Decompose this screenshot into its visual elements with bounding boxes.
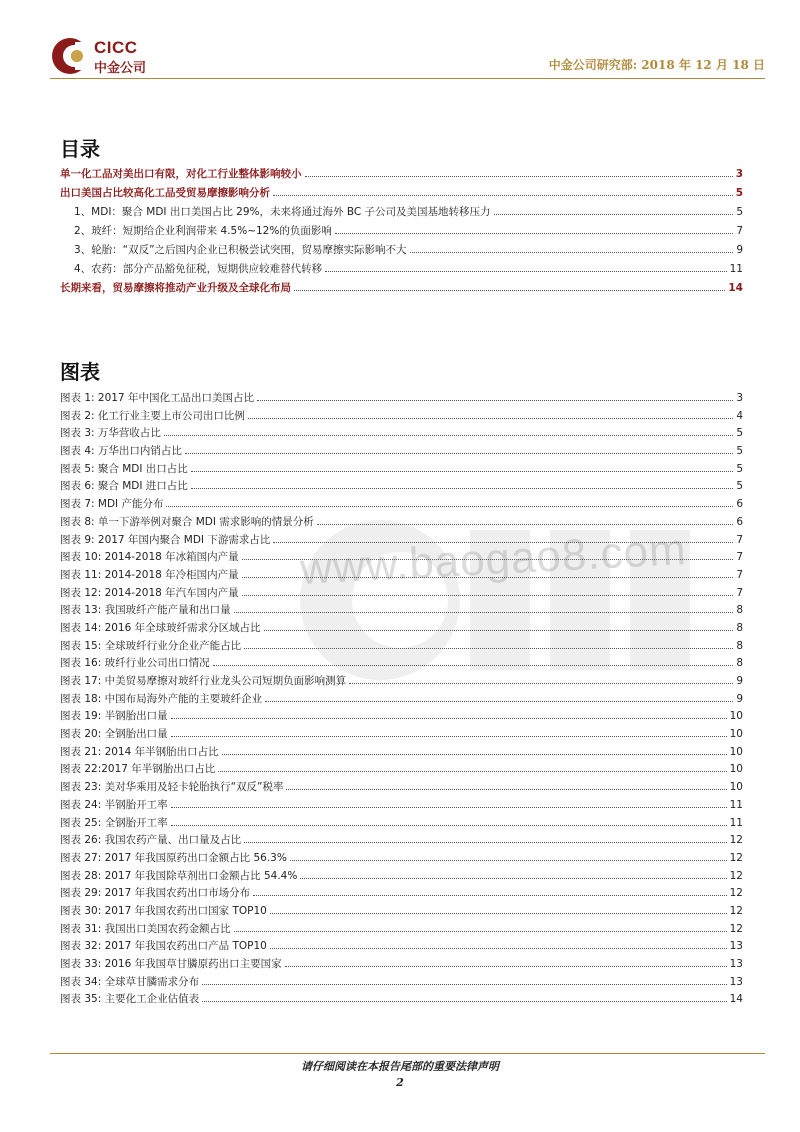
toc-entry-title: 出口美国占比较高化工品受贸易摩擦影响分析 bbox=[60, 187, 270, 199]
figure-entry-page: 10 bbox=[729, 710, 743, 723]
figure-entry[interactable] bbox=[60, 638, 743, 656]
figure-entry-title: 图表 20: 全钢胎出口量 bbox=[60, 728, 168, 741]
figure-entry[interactable] bbox=[60, 779, 743, 797]
dot-leader bbox=[222, 745, 727, 755]
figure-entry[interactable] bbox=[60, 408, 743, 426]
dot-leader bbox=[248, 409, 733, 419]
logo-text-cn: 中金公司 bbox=[94, 61, 147, 76]
figure-entry-title: 图表 34: 全球草甘膦需求分布 bbox=[60, 975, 200, 988]
figure-entry-title: 图表 2: 化工行业主要上市公司出口比例 bbox=[60, 409, 245, 422]
dot-leader bbox=[270, 939, 727, 949]
figure-entry[interactable] bbox=[60, 478, 743, 496]
figure-entry-title: 图表 14: 2016 年全球玻纤需求分区域占比 bbox=[60, 621, 261, 634]
toc-entry[interactable] bbox=[60, 223, 743, 242]
dot-leader bbox=[191, 462, 734, 472]
figure-entry[interactable] bbox=[60, 903, 743, 921]
toc-entry-page: 11 bbox=[729, 263, 743, 275]
toc-entry-page: 5 bbox=[735, 187, 743, 199]
toc-entry-title: 2、玻纤：短期给企业利润带来 4.5%~12%的负面影响 bbox=[74, 225, 332, 237]
figure-entry-page: 5 bbox=[736, 427, 743, 440]
figure-entry[interactable] bbox=[60, 390, 743, 408]
figure-entry-title: 图表 32: 2017 年我国农药出口产品 TOP10 bbox=[60, 940, 267, 953]
figure-entry-page: 14 bbox=[729, 993, 743, 1006]
figure-entry-title: 图表 13: 我国玻纤产能产量和出口量 bbox=[60, 604, 231, 617]
dot-leader bbox=[185, 444, 733, 454]
dot-leader bbox=[264, 621, 734, 631]
figure-entry-page: 6 bbox=[736, 515, 743, 528]
figure-entry-title: 图表 10: 2014-2018 年冰箱国内产量 bbox=[60, 551, 239, 564]
toc-entry[interactable] bbox=[60, 204, 743, 223]
figure-entry[interactable] bbox=[60, 532, 743, 550]
dot-leader bbox=[242, 568, 734, 578]
toc-entry[interactable] bbox=[60, 261, 743, 280]
figure-entry-page: 12 bbox=[729, 887, 743, 900]
legal-notice: 请仔细阅读在本报告尾部的重要法律声明 bbox=[301, 1060, 499, 1073]
figure-entry-title: 图表 6: 聚合 MDI 进口占比 bbox=[60, 480, 188, 493]
figure-entry-page: 7 bbox=[736, 533, 743, 546]
figure-entry-title: 图表 23: 美对华乘用及轻卡轮胎执行“双反”税率 bbox=[60, 781, 284, 794]
dot-leader bbox=[305, 167, 733, 177]
figure-entry-page: 10 bbox=[729, 728, 743, 741]
dot-leader bbox=[317, 515, 734, 525]
dot-leader bbox=[294, 281, 725, 291]
toc-entry-page: 5 bbox=[736, 206, 743, 218]
figure-entry[interactable] bbox=[60, 885, 743, 903]
toc-entry-title: 单一化工品对美出口有限，对化工行业整体影响较小 bbox=[60, 168, 302, 180]
dot-leader bbox=[273, 186, 733, 196]
dot-leader bbox=[202, 992, 727, 1002]
figure-entry[interactable] bbox=[60, 868, 743, 886]
dot-leader bbox=[191, 479, 734, 489]
figure-entry-title: 图表 29: 2017 年我国农药出口市场分布 bbox=[60, 887, 251, 900]
dot-leader bbox=[171, 709, 727, 719]
dot-leader bbox=[164, 426, 733, 436]
figure-entry-title: 图表 25: 全钢胎开工率 bbox=[60, 816, 168, 829]
figure-entry[interactable] bbox=[60, 938, 743, 956]
figure-entry-page: 10 bbox=[729, 781, 743, 794]
figure-entry-title: 图表 5: 聚合 MDI 出口占比 bbox=[60, 462, 188, 475]
figure-list bbox=[60, 390, 743, 1009]
figure-entry-page: 7 bbox=[736, 586, 743, 599]
figure-entry[interactable] bbox=[60, 673, 743, 691]
figure-entry[interactable] bbox=[60, 602, 743, 620]
toc-entry[interactable] bbox=[60, 185, 743, 204]
footer-divider bbox=[50, 1053, 765, 1054]
toc-entry-title: 长期来看，贸易摩擦将推动产业升级及全球化布局 bbox=[60, 282, 291, 294]
figure-entry-title: 图表 17: 中美贸易摩擦对玻纤行业龙头公司短期负面影响测算 bbox=[60, 675, 347, 687]
figure-entry-page: 12 bbox=[729, 851, 743, 864]
dot-leader bbox=[171, 727, 727, 737]
figure-entry-page: 5 bbox=[736, 445, 743, 458]
figure-entry-title: 图表 30: 2017 年我国农药出口国家 TOP10 bbox=[60, 904, 267, 917]
figure-entry-title: 图表 16: 玻纤行业公司出口情况 bbox=[60, 657, 210, 670]
toc-entry-page: 14 bbox=[728, 282, 743, 294]
figure-entry-title: 图表 15: 全球玻纤行业分企业产能占比 bbox=[60, 639, 242, 652]
figure-entry-title: 图表 19: 半钢胎出口量 bbox=[60, 710, 168, 723]
figure-entry-title: 图表 4: 万华出口内销占比 bbox=[60, 445, 182, 458]
figure-entry-title: 图表 33: 2016 年我国草甘膦原药出口主要国家 bbox=[60, 958, 282, 970]
figure-entry[interactable] bbox=[60, 726, 743, 744]
dot-leader bbox=[286, 780, 726, 790]
toc-entry-page: 3 bbox=[735, 168, 743, 180]
figure-entry-title: 图表 3: 万华营收占比 bbox=[60, 427, 161, 440]
figure-entry-title: 图表 24: 半钢胎开工率 bbox=[60, 798, 168, 811]
figure-entry-title: 图表 26: 我国农药产量、出口量及占比 bbox=[60, 834, 242, 847]
figure-entry[interactable] bbox=[60, 425, 743, 443]
figure-entry[interactable] bbox=[60, 956, 743, 974]
figure-entry[interactable] bbox=[60, 620, 743, 638]
dot-leader bbox=[290, 851, 727, 861]
figure-entry-page: 3 bbox=[736, 392, 743, 404]
figure-entry-page: 4 bbox=[736, 409, 743, 422]
figure-entry-page: 11 bbox=[729, 798, 743, 811]
figure-entry[interactable] bbox=[60, 744, 743, 762]
cicc-logo bbox=[50, 36, 170, 80]
figure-entry[interactable] bbox=[60, 461, 743, 479]
page-number: 2 bbox=[396, 1076, 404, 1089]
figure-entry-page: 12 bbox=[729, 904, 743, 917]
figure-entry[interactable] bbox=[60, 991, 743, 1009]
dot-leader bbox=[285, 957, 727, 967]
figure-entry-page: 5 bbox=[736, 462, 743, 475]
figure-entry-page: 9 bbox=[736, 692, 743, 705]
figure-entry-page: 8 bbox=[736, 639, 743, 652]
dot-leader bbox=[410, 243, 734, 253]
figure-entry-title: 图表 1: 2017 年中国化工品出口美国占比 bbox=[60, 392, 254, 404]
dot-leader bbox=[244, 639, 733, 649]
figure-entry[interactable] bbox=[60, 514, 743, 532]
toc-entry-title: 1、MDI：聚合 MDI 出口美国占比 29%，未来将通过海外 BC 子公司及美国基地转移压力 bbox=[74, 206, 491, 218]
figure-entry-title: 图表 11: 2014-2018 年冷柜国内产量 bbox=[60, 568, 239, 581]
dot-leader bbox=[166, 497, 733, 507]
figure-entry-page: 12 bbox=[729, 922, 743, 935]
dot-leader bbox=[202, 975, 727, 985]
figure-entry-title: 图表 8: 单一下游举例对聚合 MDI 需求影响的情景分析 bbox=[60, 515, 314, 528]
figure-entry-page: 13 bbox=[729, 975, 743, 988]
page-header bbox=[50, 36, 765, 80]
figure-entry-title: 图表 28: 2017 年我国除草剂出口金额占比 54.4% bbox=[60, 869, 298, 882]
figure-entry-title: 图表 9: 2017 年国内聚合 MDI 下游需求占比 bbox=[60, 533, 271, 546]
figure-entry-page: 5 bbox=[736, 480, 743, 493]
figure-entry-title: 图表 12: 2014-2018 年汽车国内产量 bbox=[60, 586, 239, 599]
figure-entry-title: 图表 27: 2017 年我国原药出口金额占比 56.3% bbox=[60, 851, 287, 864]
figure-entry[interactable] bbox=[60, 691, 743, 709]
figure-entry-title: 图表 18: 中国布局海外产能的主要玻纤企业 bbox=[60, 692, 263, 705]
figure-entry[interactable] bbox=[60, 974, 743, 992]
cicc-logo-icon bbox=[50, 36, 90, 76]
dot-leader bbox=[171, 798, 727, 808]
toc-entry-page: 9 bbox=[736, 244, 743, 256]
figure-entry-page: 8 bbox=[736, 604, 743, 617]
toc-entry[interactable] bbox=[60, 242, 743, 261]
figure-entry-title: 图表 21: 2014 年半钢胎出口占比 bbox=[60, 745, 219, 758]
figure-entry[interactable] bbox=[60, 832, 743, 850]
header-divider bbox=[50, 78, 765, 79]
figure-entry-page: 8 bbox=[736, 657, 743, 670]
toc-entry-title: 3、轮胎：“双反”之后国内企业已积极尝试突围，贸易摩擦实际影响不大 bbox=[74, 244, 407, 256]
figure-entry[interactable] bbox=[60, 567, 743, 585]
figure-entry-page: 9 bbox=[736, 675, 743, 687]
dot-leader bbox=[242, 550, 734, 560]
dot-leader bbox=[494, 205, 734, 215]
logo-text-en: CICC bbox=[94, 38, 138, 57]
figure-entry[interactable] bbox=[60, 797, 743, 815]
dot-leader bbox=[349, 674, 733, 684]
figure-entry-page: 12 bbox=[729, 869, 743, 882]
figure-entry-page: 12 bbox=[729, 834, 743, 847]
figure-entry-title: 图表 31: 我国出口美国农药金额占比 bbox=[60, 922, 231, 935]
watermark-url: www.baogao8.com bbox=[298, 524, 688, 595]
report-info: 中金公司研究部: 2018 年 12 月 18 日 bbox=[548, 58, 765, 72]
figure-entry[interactable] bbox=[60, 815, 743, 833]
dot-leader bbox=[242, 586, 734, 596]
figure-entry[interactable] bbox=[60, 708, 743, 726]
toc-entry[interactable] bbox=[60, 166, 743, 185]
figure-entry[interactable] bbox=[60, 443, 743, 461]
figure-entry[interactable] bbox=[60, 850, 743, 868]
figure-entry-title: 图表 7: MDI 产能分布 bbox=[60, 498, 164, 511]
toc-entry[interactable] bbox=[60, 280, 743, 299]
figure-entry[interactable] bbox=[60, 496, 743, 514]
dot-leader bbox=[265, 692, 733, 702]
dot-leader bbox=[335, 224, 733, 234]
figure-entry[interactable] bbox=[60, 655, 743, 673]
dot-leader bbox=[234, 603, 734, 613]
toc-entry-page: 7 bbox=[736, 225, 743, 237]
dot-leader bbox=[270, 904, 727, 914]
figure-entry-page: 13 bbox=[729, 940, 743, 953]
figure-entry-page: 10 bbox=[729, 763, 743, 776]
dot-leader bbox=[253, 886, 726, 896]
figure-entry-page: 13 bbox=[729, 958, 743, 970]
figures-title: 图表 bbox=[60, 360, 100, 384]
figure-entry-page: 7 bbox=[736, 568, 743, 581]
dot-leader bbox=[325, 262, 726, 272]
dot-leader bbox=[300, 869, 726, 879]
figure-entry[interactable] bbox=[60, 549, 743, 567]
dot-leader bbox=[244, 833, 727, 843]
toc-entry-title: 4、农药：部分产品豁免征税，短期供应较难替代转移 bbox=[74, 263, 323, 275]
figure-entry-page: 7 bbox=[736, 551, 743, 564]
dot-leader bbox=[234, 922, 727, 932]
figure-entry[interactable] bbox=[60, 585, 743, 603]
toc-title: 目录 bbox=[60, 137, 100, 161]
dot-leader bbox=[213, 656, 734, 666]
dot-leader bbox=[218, 762, 726, 772]
dot-leader bbox=[257, 391, 733, 401]
figure-entry-page: 6 bbox=[736, 498, 743, 511]
dot-leader bbox=[171, 816, 727, 826]
dot-leader bbox=[273, 533, 733, 543]
figure-entry[interactable] bbox=[60, 921, 743, 939]
figure-entry-page: 8 bbox=[736, 621, 743, 634]
table-of-contents bbox=[60, 166, 743, 299]
figure-entry-page: 11 bbox=[729, 816, 743, 829]
figure-entry-title: 图表 35: 主要化工企业估值表 bbox=[60, 993, 200, 1006]
figure-entry-title: 图表 22:2017 年半钢胎出口占比 bbox=[60, 763, 216, 776]
figure-entry-page: 10 bbox=[729, 745, 743, 758]
figure-entry[interactable] bbox=[60, 761, 743, 779]
